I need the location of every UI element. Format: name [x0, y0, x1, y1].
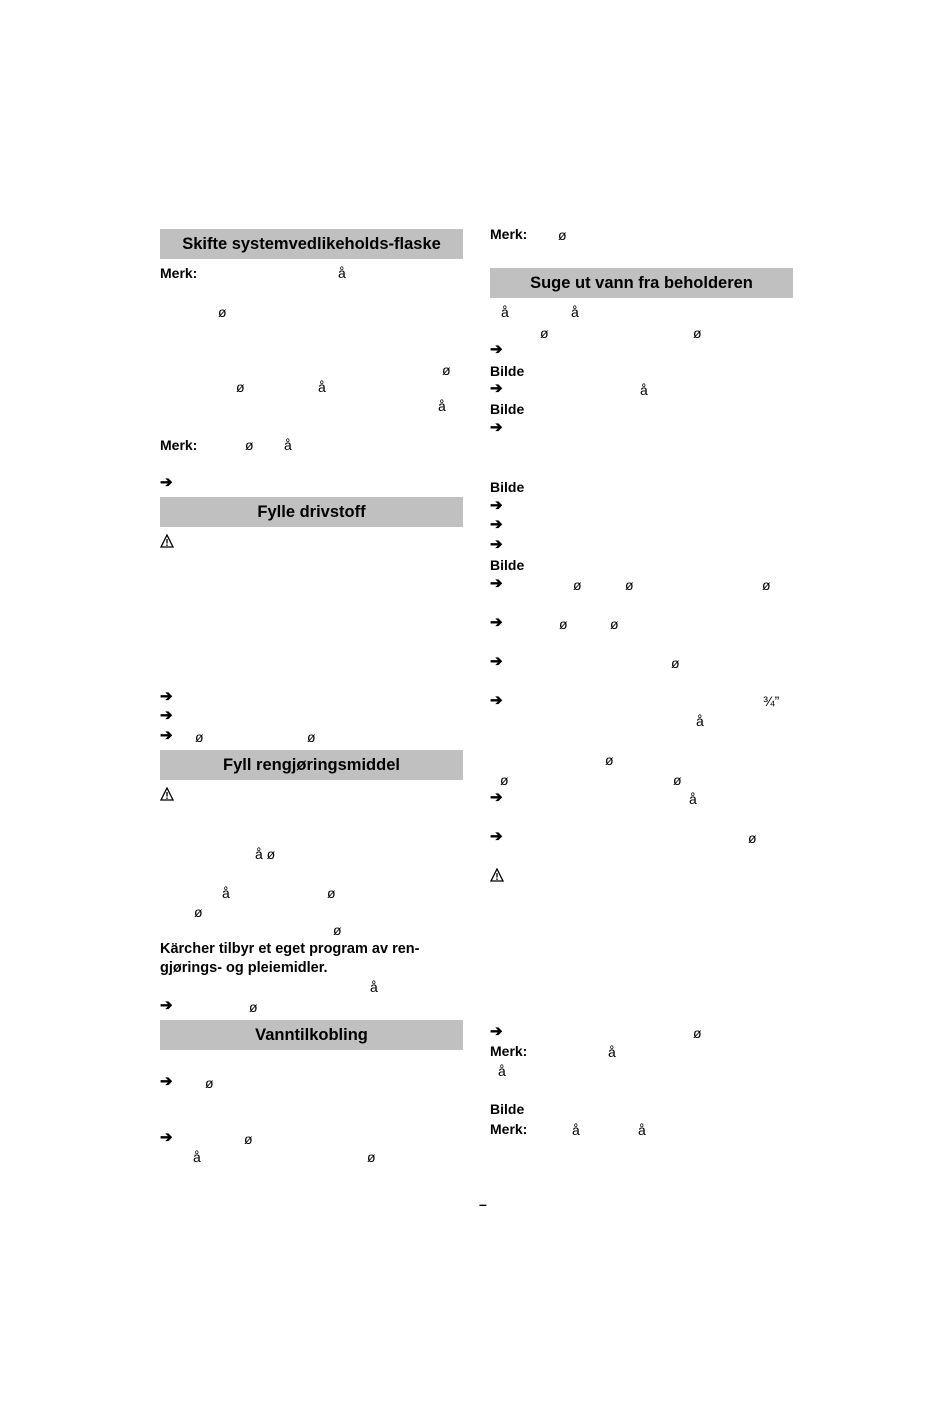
glyph-a: å [608, 1044, 616, 1060]
warning-triangle-icon [490, 868, 504, 882]
paragraph-karcher-line2: gjørings- og pleiemidler. [160, 960, 328, 976]
glyph-o: ø [605, 752, 614, 768]
arrow-right-icon: ➔ [160, 1073, 173, 1090]
glyph-a: å [498, 1063, 506, 1079]
glyph-o: ø [625, 577, 634, 593]
glyph-o: ø [333, 922, 342, 938]
glyph-o: ø [748, 830, 757, 846]
glyph-o: ø [540, 325, 549, 341]
arrow-right-icon: ➔ [490, 419, 503, 436]
glyph-a: å [438, 398, 446, 414]
glyph-o: ø [205, 1075, 214, 1091]
bilde-label: Bilde [490, 557, 525, 573]
glyph-o: ø [558, 227, 567, 243]
glyph-a: å [222, 885, 230, 901]
glyph-a: å [689, 791, 697, 807]
paragraph-karcher-line1: Kärcher tilbyr et eget program av ren- [160, 941, 420, 957]
heading-skifte-systemvedlikeholds-flaske: Skifte systemvedlikeholds-flaske [160, 229, 463, 259]
arrow-right-icon: ➔ [160, 707, 173, 724]
glyph-o: ø [307, 729, 316, 745]
glyph-a: å [284, 437, 292, 453]
bilde-label: Bilde [490, 401, 525, 417]
arrow-right-icon: ➔ [160, 997, 173, 1014]
fraction-three-quarter: ¾” [763, 693, 780, 709]
merk-label: Merk: [160, 265, 198, 281]
glyph-a: å [193, 1149, 201, 1165]
warning-triangle-icon [160, 534, 174, 548]
glyph-o: ø [762, 577, 771, 593]
glyph-o: ø [244, 1131, 253, 1147]
arrow-right-icon: ➔ [160, 727, 173, 744]
glyph-a-o: å ø [255, 846, 276, 862]
glyph-o: ø [218, 304, 227, 320]
glyph-o: ø [610, 616, 619, 632]
merk-label: Merk: [160, 437, 198, 453]
glyph-a: å [638, 1122, 646, 1138]
arrow-right-icon: ➔ [160, 688, 173, 705]
bilde-label: Bilde [490, 479, 525, 495]
page-number-dash: – [479, 1196, 487, 1212]
arrow-right-icon: ➔ [490, 1023, 503, 1040]
glyph-o: ø [245, 437, 254, 453]
merk-label: Merk: [490, 1121, 528, 1137]
arrow-right-icon: ➔ [490, 653, 503, 670]
heading-fylle-drivstoff: Fylle drivstoff [160, 497, 463, 527]
glyph-a: å [370, 979, 378, 995]
arrow-right-icon: ➔ [490, 380, 503, 397]
glyph-o: ø [327, 885, 336, 901]
glyph-o: ø [442, 362, 451, 378]
glyph-o: ø [367, 1149, 376, 1165]
arrow-right-icon: ➔ [490, 516, 503, 533]
arrow-right-icon: ➔ [160, 474, 173, 491]
arrow-right-icon: ➔ [490, 614, 503, 631]
glyph-o: ø [559, 616, 568, 632]
arrow-right-icon: ➔ [490, 575, 503, 592]
heading-vanntilkobling: Vanntilkobling [160, 1020, 463, 1050]
heading-suge-ut-vann: Suge ut vann fra beholderen [490, 268, 793, 298]
glyph-o: ø [693, 325, 702, 341]
arrow-right-icon: ➔ [490, 341, 503, 358]
arrow-right-icon: ➔ [490, 828, 503, 845]
glyph-o: ø [194, 904, 203, 920]
glyph-a: å [501, 304, 509, 320]
glyph-o: ø [671, 655, 680, 671]
glyph-a: å [696, 713, 704, 729]
bilde-label: Bilde [490, 1101, 525, 1117]
glyph-a: å [572, 1122, 580, 1138]
arrow-right-icon: ➔ [490, 692, 503, 709]
arrow-right-icon: ➔ [160, 1129, 173, 1146]
arrow-right-icon: ➔ [490, 789, 503, 806]
glyph-o: ø [249, 999, 258, 1015]
bilde-label: Bilde [490, 363, 525, 379]
merk-label: Merk: [490, 226, 528, 242]
glyph-o: ø [693, 1025, 702, 1041]
glyph-a: å [640, 382, 648, 398]
warning-triangle-icon [160, 787, 174, 801]
glyph-a: å [338, 265, 346, 281]
arrow-right-icon: ➔ [490, 497, 503, 514]
glyph-o: ø [195, 729, 204, 745]
heading-fyll-rengjoringsmiddel: Fyll rengjøringsmiddel [160, 750, 463, 780]
merk-label: Merk: [490, 1043, 528, 1059]
arrow-right-icon: ➔ [490, 536, 503, 553]
glyph-o: ø [236, 379, 245, 395]
glyph-o: ø [573, 577, 582, 593]
glyph-a: å [571, 304, 579, 320]
glyph-a: å [318, 379, 326, 395]
glyph-o: ø [673, 772, 682, 788]
glyph-o: ø [500, 772, 509, 788]
